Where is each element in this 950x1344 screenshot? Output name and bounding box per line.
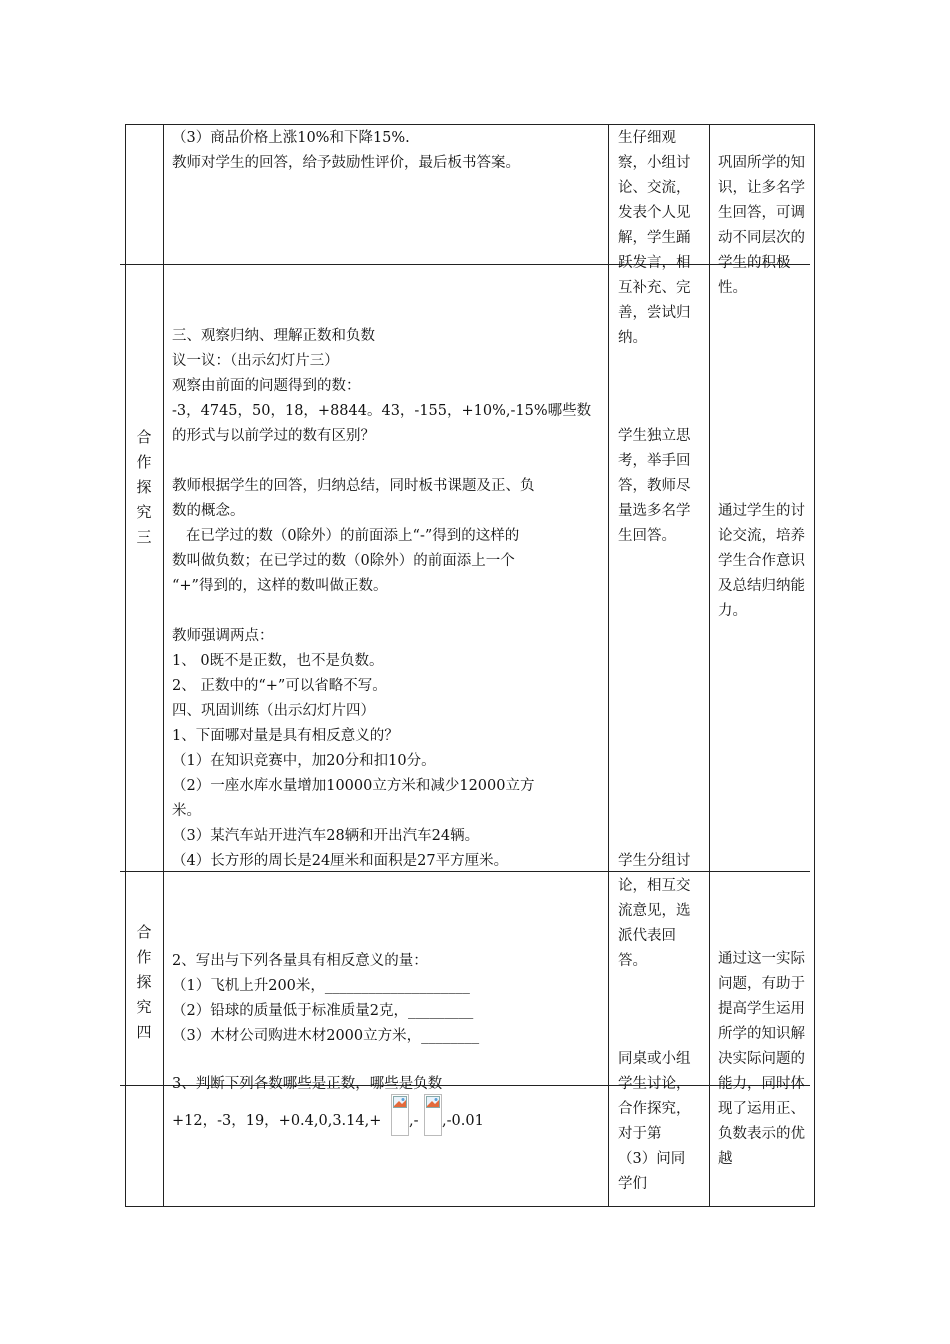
row2-line-22: （4）长方形的周长是24厘米和面积是27平方厘米。 [172, 853, 509, 869]
row3-line-4: （3）木材公司购进木材2000立方米，________ [172, 1028, 480, 1044]
table-divider-col2 [608, 124, 609, 1207]
design-intent-b: 通过学生的讨论交流，培养学生合作意识及总结归纳能力。 [718, 503, 805, 619]
row4-numbers-a: +12，-3，19，+0.4,0,3.14,+ [172, 1113, 382, 1129]
row2-line-4: -3，4745，50，18，+8844。43，-155，+10%,-15%哪些数 [172, 403, 592, 419]
table-border-top [125, 124, 815, 125]
row2-line-2: 议一议：（出示幻灯片三） [172, 353, 339, 369]
row2-line-7: 教师根据学生的回答，归纳总结，同时板书课题及正、负 [172, 478, 535, 494]
row2-line-19: （2）一座水库水量增加10000立方米和减少12000立方 [172, 778, 535, 794]
row2-line-14: 1、 0既不是正数，也不是负数。 [172, 653, 384, 669]
row2-line-11: “+”得到的，这样的数叫做正数。 [172, 578, 388, 594]
row2-line-9: 在已学过的数（0除外）的前面添上“-”得到的这样的 [172, 528, 520, 544]
broken-image-placeholder [424, 1094, 442, 1136]
row2-line-5: 的形式与以前学过的数有区别？ [172, 428, 375, 444]
table-border-bottom [125, 1206, 815, 1207]
row1-line-2: 教师对学生的回答，给予鼓励性评价，最后板书答案。 [172, 155, 520, 171]
row2-line-20: 米。 [172, 803, 201, 819]
student-activity-b: 学生独立思考，举手回答，教师尽量选多名学生回答。 [618, 428, 691, 544]
row2-line-15: 2、 正数中的“+”可以省略不写。 [172, 678, 387, 694]
table-border-left [125, 124, 126, 1207]
student-activity-d: 同桌或小组学生讨论，合作探究，对于第（3）问同学们 [618, 1051, 691, 1192]
row3-line-1: 2、写出与下列各量具有相反意义的量： [172, 953, 428, 969]
row4-title: 3、判断下列各数哪些是正数，哪些是负数 [172, 1076, 443, 1092]
row3-line-2: （1）飞机上升200米，____________________ [172, 978, 470, 994]
row2-line-17: 1、下面哪对量是具有相反意义的？ [172, 728, 399, 744]
row2-line-10: 数叫做负数；在已学过的数（0除外）的前面添上一个 [172, 553, 515, 569]
student-activity-c: 学生分组讨论，相互交流意见，选派代表回答。 [618, 853, 691, 969]
image-icon [393, 1096, 407, 1108]
broken-image-placeholder [391, 1094, 409, 1136]
row2-line-8: 数的概念。 [172, 503, 245, 519]
row1-line-1: （3）商品价格上涨10%和下降15%. [172, 130, 410, 146]
image-icon [426, 1096, 440, 1108]
row2-line-21: （3）某汽车站开进汽车28辆和开出汽车24辆。 [172, 828, 480, 844]
design-intent-a: 巩固所学的知识，让多名学生回答，可调动不同层次的学生的积极性。 [718, 155, 805, 296]
row2-line-1: 三、观察归纳、理解正数和负数 [172, 328, 375, 344]
stage-label-4: 合作探究四 [136, 923, 152, 1041]
student-activity-a: 生仔细观察，小组讨论、交流，发表个人见解，学生踊跃发言，相互补充、完善，尝试归纳。 [618, 130, 691, 346]
design-intent-c: 通过这一实际问题，有助于提高学生运用所学的知识解决实际问题的能力，同时体现了运用正、负数表示的优越 [718, 951, 805, 1167]
table-border-right [814, 124, 815, 1207]
stage-label-3: 合作探究三 [136, 428, 152, 546]
row2-line-13: 教师强调两点： [172, 628, 274, 644]
table-divider-col3 [709, 124, 710, 1207]
row4-numbers-c: ,-0.01 [442, 1113, 484, 1129]
table-row-divider-1 [120, 264, 810, 265]
row2-line-18: （1）在知识竞赛中，加20分和扣10分。 [172, 753, 436, 769]
row2-line-16: 四、巩固训练（出示幻灯片四） [172, 703, 375, 719]
row4-numbers-b: ,- [409, 1113, 419, 1129]
row3-line-3: （2）铅球的质量低于标准质量2克，_________ [172, 1003, 474, 1019]
row2-line-3: 观察由前面的问题得到的数： [172, 378, 361, 394]
table-divider-col1 [163, 124, 164, 1207]
